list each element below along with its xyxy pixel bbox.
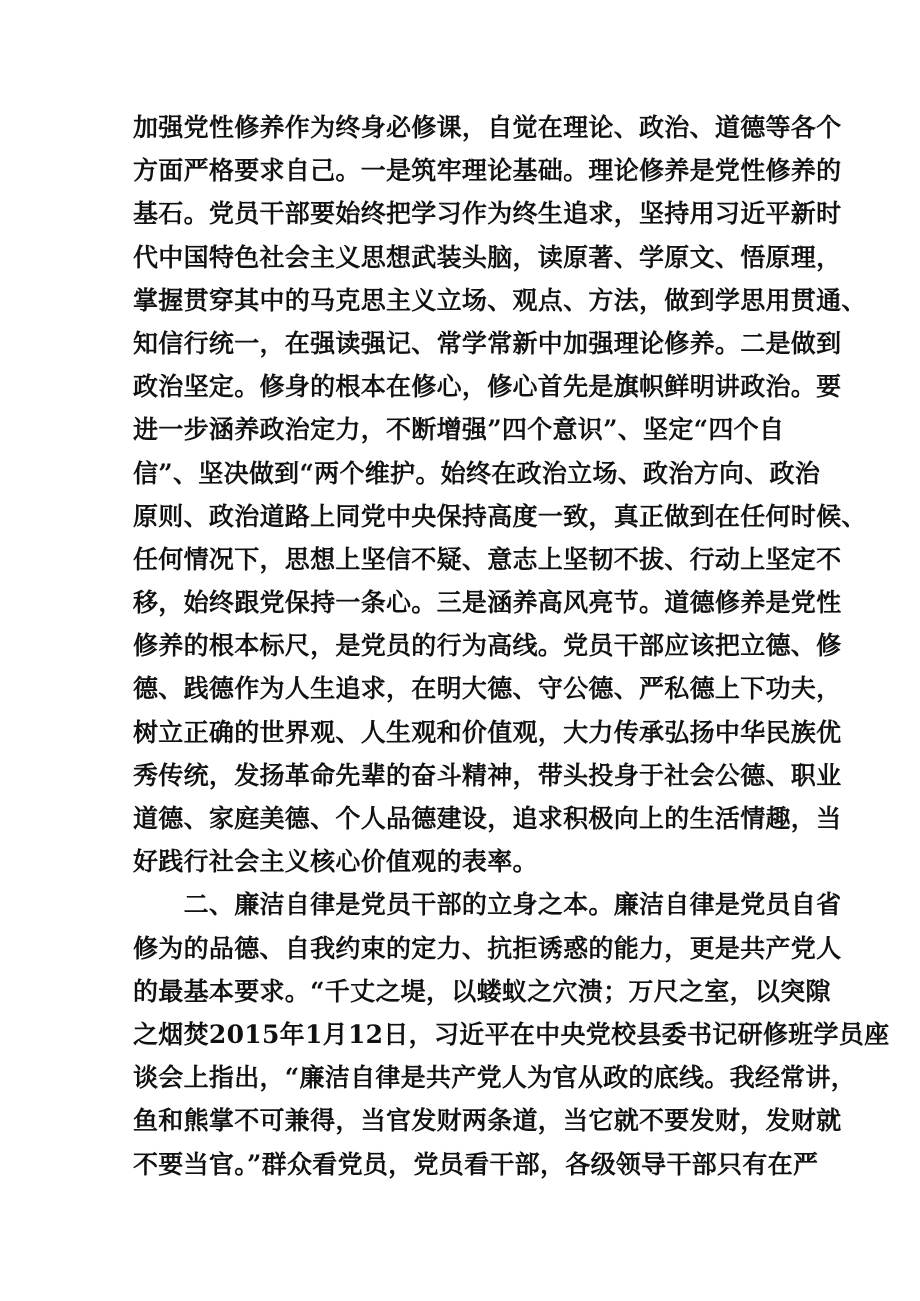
- text-line: 道德、家庭美德、个人品德建设，追求积极向上的生活情趣，当: [133, 804, 842, 833]
- text-line: 基石。党员干部要始终把学习作为终生追求，坚持用习近平新时: [133, 199, 842, 229]
- text-line: 信”、坚决做到“两个维护。始终在政治立场、政治方向、政治: [133, 458, 821, 488]
- text-line: 任何情况下，思想上坚信不疑、意志上坚韧不拔、行动上坚定不: [133, 544, 842, 574]
- text-line: 代中国特色社会主义思想武装头脑，读原著、学原文、悟原理，: [133, 242, 842, 272]
- text-line: 进一步涵养政治定力，不断增强”四个意识”、坚定“四个自: [133, 415, 785, 445]
- text-line: 好践行社会主义核心价值观的表率。: [133, 847, 538, 877]
- text-line: 修为的品德、自我约束的定力、抗拒诱惑的能力，更是共产党人: [133, 933, 842, 963]
- text-line: 政治坚定。修身的根本在修心，修心首先是旗帜鲜明讲政治。要: [133, 372, 842, 402]
- body-text: [133, 106, 890, 1186]
- text-line: 移，始终跟党保持一条心。三是涵养高风亮节。道德修养是党性: [133, 588, 842, 618]
- text-line: 之烟焚2015年1月12日，习近平在中央党校县委书记研修班学员座: [133, 1019, 890, 1049]
- text-line: 方面严格要求自己。一是筑牢理论基础。理论修养是党性修养的: [133, 156, 842, 186]
- section-heading-line: 二、廉洁自律是党员干部的立身之本。廉洁自律是党员自省: [133, 890, 842, 920]
- text-line: 鱼和熊掌不可兼得，当官发财两条道，当它就不要发财，发财就: [133, 1106, 842, 1136]
- text-line: 修养的根本标尺，是党员的行为高线。党员干部应该把立德、修: [133, 631, 842, 661]
- text-line: 树立正确的世界观、人生观和价值观，大力传承弘扬中华民族优: [133, 717, 842, 747]
- text-line: 加强党性修养作为终身必修课，自觉在理论、政治、道德等各个: [133, 113, 842, 142]
- text-line: 知信行统一，在强读强记、常学常新中加强理论修养。二是做到: [133, 328, 842, 358]
- text-line: 德、践德作为人生追求，在明大德、守公德、严私德上下功夫，: [133, 674, 842, 704]
- text-line: 的最基本要求。“千丈之堤，以蝼蚁之穴溃；万尺之室，以突隙: [133, 976, 831, 1006]
- text-line: 不要当官。”群众看党员，党员看干部，各级领导干部只有在严: [133, 1149, 819, 1179]
- text-line: 原则、政治道路上同党中央保持高度一致，真正做到在任何时候、: [133, 501, 867, 531]
- text-line: 掌握贯穿其中的马克思主义立场、观点、方法，做到学思用贯通、: [133, 285, 867, 315]
- text-line: 秀传统，发扬革命先辈的奋斗精神，带头投身于社会公德、职业: [133, 760, 842, 790]
- text-line: 谈会上指出，“廉洁自律是共产党人为官从政的底线。我经常讲，: [133, 1063, 857, 1093]
